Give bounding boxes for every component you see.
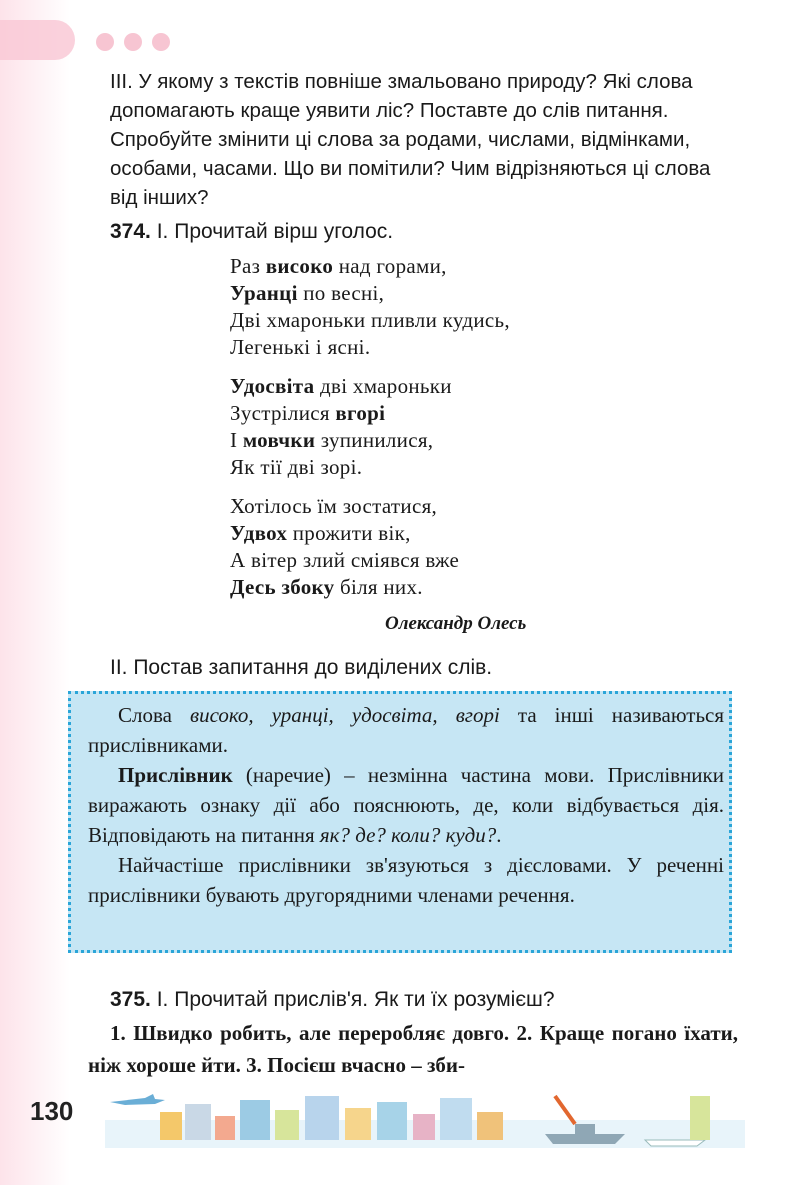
rule-text [88, 700, 724, 910]
task-instruction: І. Прочитай вірш уголос. [156, 220, 394, 243]
poem-text: прожити вік, [287, 521, 411, 545]
poem-line [230, 400, 650, 427]
poem-stanza [230, 373, 650, 481]
poem-line [230, 547, 650, 574]
poem-line [230, 373, 650, 400]
poem-text: А вітер злий сміявся вже [230, 548, 460, 572]
poem-stanza [230, 253, 650, 361]
poem-line [230, 520, 650, 547]
highlighted-word: вгорі [335, 401, 386, 425]
poem-line [230, 427, 650, 454]
poem-text: Як тії дві зорі. [230, 455, 363, 479]
poem-text: Зустрілися [230, 401, 336, 425]
highlighted-word: мовчки [242, 428, 316, 452]
page-margin-band [0, 0, 70, 1185]
poem-text: над горами, [333, 254, 447, 278]
poem-text: зупинилися, [315, 428, 434, 452]
poem-text: біля них. [334, 575, 423, 599]
poem-line [230, 493, 650, 520]
crane-icon [555, 1096, 575, 1124]
rule-questions: як? де? коли? куди? [319, 823, 497, 847]
poem-author: Олександр Олесь [385, 613, 527, 634]
poem-line [230, 253, 650, 280]
poem-line [230, 334, 650, 361]
poem-text: Хотілось їм зостатися, [230, 494, 438, 518]
intro-task: III. У якому з текстів повніше змальовано природу? Які слова допомагають краще уявити ліс? Поставте до слів питання. Спробуйте змінити ці слова за родами, числами, відмінками, особами, часами. Що ви помітили? Чим відрізняються ці слова від інших? [110, 70, 711, 209]
rule-paragraph: Найчастіше прислівники зв'язуються з дієсловами. У реченні прислівники бувають другорядними членами речення. [88, 853, 724, 907]
rule-paragraph: Слова високо, уранці, удосвіта, вгорі та інші називаються прислівниками. [88, 703, 725, 757]
poem-text: дві хмароньки [314, 374, 452, 398]
proverbs-text: 1. Швидко робить, але переробляє довго. 2. Краще погано їхати, ніж хороше йти. 3. Посієш вчасно – зби- [88, 1021, 738, 1077]
poem-line [230, 280, 650, 307]
rule-term: Прислівник [118, 763, 233, 787]
poem-line [230, 307, 650, 334]
poem [230, 253, 650, 613]
task-number: 374. [110, 220, 151, 243]
highlighted-word: Удвох [230, 521, 288, 545]
task-375-heading [110, 985, 740, 1014]
poem-text: І [230, 428, 243, 452]
task-374-part-2: ІІ. Постав запитання до виділених слів. [110, 656, 493, 679]
poem-stanza [230, 493, 650, 601]
ship-icon [545, 1134, 625, 1144]
highlighted-word: Удосвіта [230, 374, 315, 398]
rule-examples: високо, уранці, удосвіта, вгорі [190, 703, 500, 727]
poem-line [230, 454, 650, 481]
poem-text: по весні, [297, 281, 385, 305]
city-illustration [105, 1090, 745, 1148]
task-374-heading [110, 217, 740, 246]
highlighted-word: високо [265, 254, 334, 278]
poem-text: Раз [230, 254, 266, 278]
decor-dot [124, 33, 142, 51]
page-number: 130 [30, 1096, 74, 1126]
poem-text: Дві хмароньки пливли кудись, [230, 308, 510, 332]
corner-tab [0, 20, 75, 60]
poem-text: Легенькі і ясні. [230, 335, 371, 359]
highlighted-word: Уранці [230, 281, 298, 305]
highlighted-word: Десь збоку [230, 575, 335, 599]
decor-dot [96, 33, 114, 51]
poem-line [230, 574, 650, 601]
proverbs [88, 1017, 738, 1081]
rule-definition: Прислівник (наречие) – незмінна частина мови. Прислівники виражають ознаку дії або пояснюють, де, коли відбувається дія. Відповідають на питання як? де? коли? куди?. [88, 763, 724, 847]
task-number: 375. [110, 988, 151, 1011]
decor-dot [152, 33, 170, 51]
task-instruction: І. Прочитай прислів'я. Як ти їх розумієш? [156, 988, 555, 1011]
airplane-icon [110, 1094, 165, 1105]
